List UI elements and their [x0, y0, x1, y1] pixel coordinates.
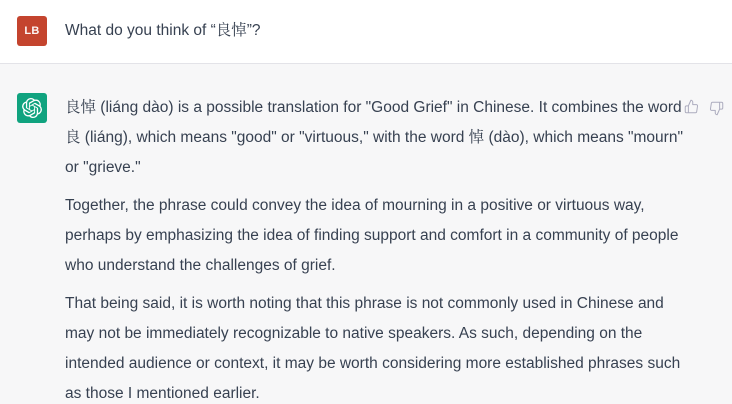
assistant-paragraph-3: That being said, it is worth noting that this phrase is not commonly used in Chinese and may not be immediately recognizable to native speakers. As such, depending on the intended audience or context, it may be worth considering more established phrases such as those I mentioned earlier. — [65, 295, 681, 402]
thumbs-up-icon — [684, 102, 699, 117]
thumbs-up-button[interactable] — [684, 99, 699, 114]
message-feedback-actions — [684, 99, 724, 114]
user-message-text: What do you think of “良悼”? — [65, 22, 261, 39]
assistant-avatar — [17, 93, 47, 123]
thumbs-down-button[interactable] — [709, 99, 724, 114]
assistant-paragraph-2: Together, the phrase could convey the idea of mourning in a positive or virtuous way, perhaps by emphasizing the idea of finding support and comfort in a community of people who understand the challenges of grief. — [65, 197, 679, 274]
assistant-message-row — [0, 64, 732, 404]
openai-logo-icon — [22, 98, 42, 118]
user-message-row — [0, 0, 732, 64]
assistant-message-text — [65, 93, 692, 404]
assistant-paragraph-1: 良悼 (liáng dào) is a possible translation for "Good Grief" in Chinese. It combines the word 良 (liáng), which means "good" or "virtuous," with the word 悼 (dào), which means "mourn" or "grieve." — [65, 99, 683, 176]
thumbs-down-icon — [709, 102, 724, 117]
user-avatar: LB — [17, 16, 47, 46]
